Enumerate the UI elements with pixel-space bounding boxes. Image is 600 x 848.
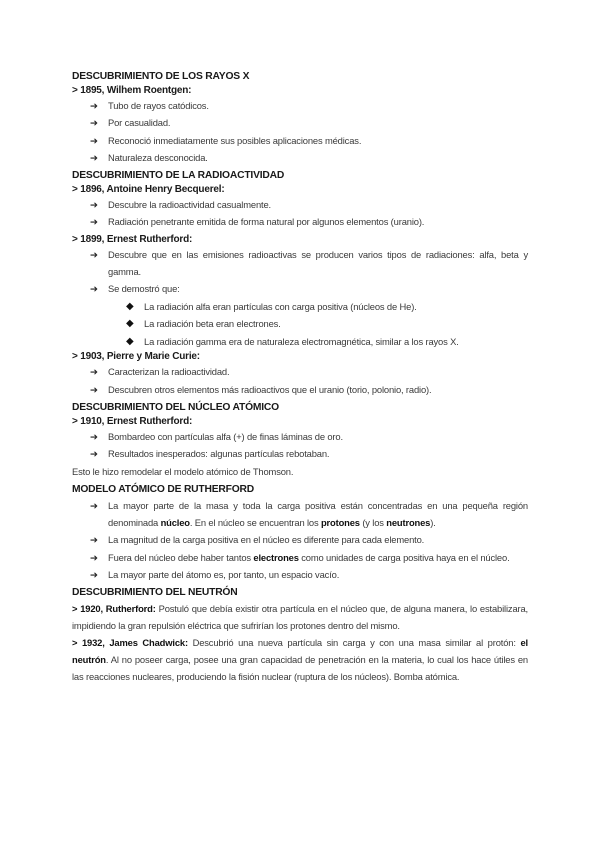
- arrow-icon: ➔: [90, 551, 98, 563]
- list-item: ➔ Resultados inesperados: algunas partículas rebotaban.: [72, 445, 528, 462]
- heading-radioactividad: DESCUBRIMIENTO DE LA RADIOACTIVIDAD: [72, 170, 285, 182]
- arrow-icon: ➔: [90, 431, 98, 443]
- diamond-bullet-icon: ◆: [126, 335, 134, 347]
- list-item: ➔ Descubre que en las emisiones radioactivas se producen varios tipos de radiaciones: alfa, beta y gamma.: [72, 246, 528, 281]
- list-rutherford-1899: [72, 246, 528, 298]
- list-item: ➔ La mayor parte del átomo es, por tanto, un espacio vacío.: [72, 566, 528, 583]
- arrow-icon: ➔: [90, 134, 98, 146]
- heading-rayos-x: DESCUBRIMIENTO DE LOS RAYOS X: [72, 71, 250, 82]
- list-roentgen: [72, 97, 528, 166]
- arrow-icon: ➔: [90, 100, 98, 111]
- heading-neutron: DESCUBRIMIENTO DEL NEUTRÓN: [72, 587, 238, 599]
- list-item: ◆ La radiación gamma era de naturaleza electromagnética, similar a los rayos X.: [72, 333, 528, 351]
- diamond-bullet-icon: ◆: [126, 318, 134, 330]
- list-item: ➔ Bombardeo con partículas alfa (+) de finas láminas de oro.: [72, 428, 528, 445]
- list-item: ➔ La magnitud de la carga positiva en el núcleo es diferente para cada elemento.: [72, 531, 528, 548]
- subheading-becquerel: > 1896, Antoine Henry Becquerel:: [72, 184, 225, 196]
- list-item: ➔ Descubren otros elementos más radioactivos que el uranio (torio, polonio, radio).: [72, 381, 528, 398]
- note-thomson: Esto le hizo remodelar el modelo atómico de Thomson.: [72, 465, 294, 477]
- list-item: ➔ Tubo de rayos catódicos.: [72, 97, 528, 114]
- paragraph-rutherford-1920: > 1920, Rutherford: Postuló que debía existir otra partícula en el núcleo que, de alguna manera, lo estabilizara, impidiendo la gran repulsión eléctrica que sufrirían los protones dentro del mismo.: [72, 603, 528, 632]
- list-item: ➔ Descubre la radioactividad casualmente.: [72, 196, 528, 213]
- heading-nucleo: DESCUBRIMIENTO DEL NÚCLEO ATÓMICO: [72, 402, 279, 414]
- list-item: ➔ Naturaleza desconocida.: [72, 149, 528, 166]
- list-item: ➔ Fuera del núcleo debe haber tantos electrones como unidades de carga positiva haya en el núcleo.: [72, 549, 528, 566]
- list-item: ➔ Se demostró que:: [72, 280, 528, 297]
- arrow-icon: ➔: [90, 151, 98, 163]
- list-item: ➔ Reconoció inmediatamente sus posibles aplicaciones médicas.: [72, 132, 528, 149]
- arrow-icon: ➔: [90, 383, 98, 395]
- subheading-rutherford-1910: > 1910, Ernest Rutherford:: [72, 416, 193, 428]
- list-item: ➔ Caracterizan la radioactividad.: [72, 363, 528, 380]
- paragraph-chadwick-1932: > 1932, James Chadwick: Descubrió una nueva partícula sin carga y con una masa similar al protón: el neutrón. Al no poseer carga, posee una gran capacidad de penetración en la materia, lo cual los hace útiles en las reacciones nucleares, produciendo la fisión nuclear (ruptura de los núcleos). Bomba atómica.: [72, 637, 528, 683]
- arrow-icon: ➔: [90, 366, 98, 378]
- arrow-icon: ➔: [90, 448, 98, 460]
- list-item: ➔ La mayor parte de la masa y toda la carga positiva están concentradas en una pequeña región denominada núcleo. En el núcleo se encuentran los protones (y los neutrones).: [72, 497, 528, 532]
- subheading-curie: > 1903, Pierre y Marie Curie:: [72, 351, 200, 363]
- arrow-icon: ➔: [90, 117, 98, 129]
- document-content: [72, 70, 528, 685]
- list-rutherford-1910: [72, 428, 528, 463]
- heading-modelo-rutherford: MODELO ATÓMICO DE RUTHERFORD: [72, 483, 255, 495]
- list-becquerel: [72, 196, 528, 231]
- list-item: ➔ Por casualidad.: [72, 114, 528, 131]
- arrow-icon: ➔: [90, 568, 98, 580]
- arrow-icon: ➔: [90, 283, 98, 295]
- arrow-icon: ➔: [90, 534, 98, 546]
- list-modelo: [72, 497, 528, 583]
- list-curie: [72, 363, 528, 398]
- list-item: ◆ La radiación alfa eran partículas con carga positiva (núcleos de He).: [72, 298, 528, 316]
- list-item: ➔ Radiación penetrante emitida de forma natural por algunos elementos (uranio).: [72, 213, 528, 230]
- subheading-roentgen: > 1895, Wilhem Roentgen:: [72, 85, 192, 96]
- list-item: ◆ La radiación beta eran electrones.: [72, 315, 528, 333]
- arrow-icon: ➔: [90, 499, 98, 511]
- list-radiaciones: [72, 298, 528, 351]
- arrow-icon: ➔: [90, 248, 98, 260]
- subheading-rutherford-1899: > 1899, Ernest Rutherford:: [72, 233, 193, 245]
- diamond-bullet-icon: ◆: [126, 300, 134, 312]
- arrow-icon: ➔: [90, 216, 98, 228]
- arrow-icon: ➔: [90, 199, 98, 211]
